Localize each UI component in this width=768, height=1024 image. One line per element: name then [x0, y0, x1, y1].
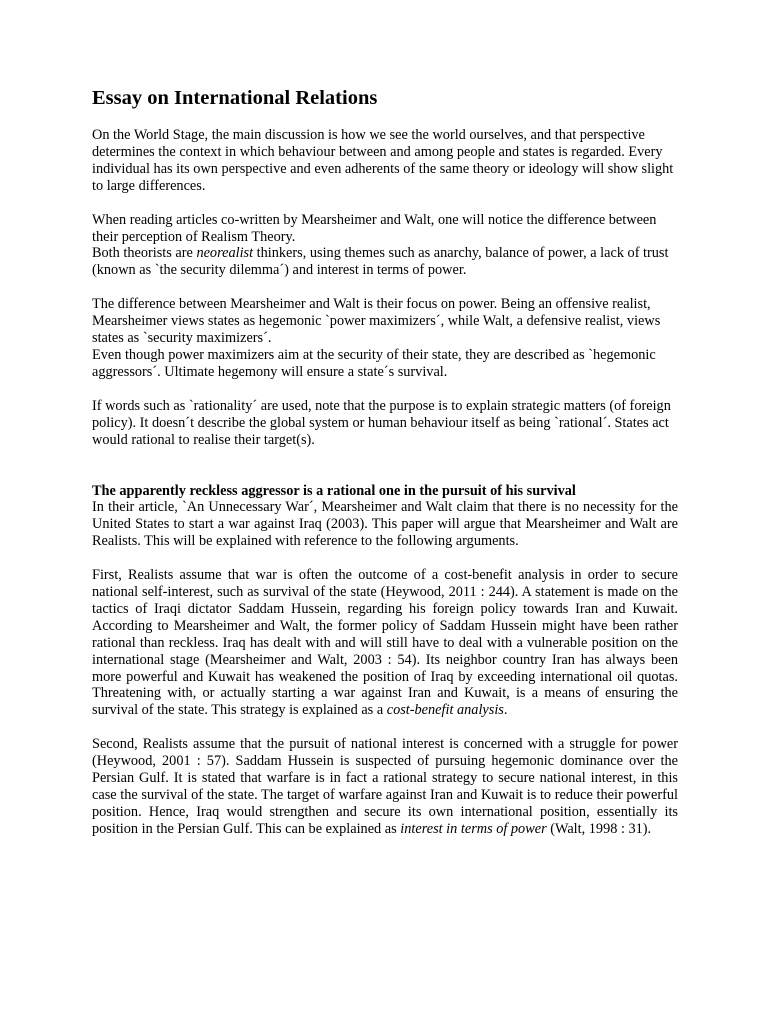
paragraph-difference [92, 296, 678, 381]
section-heading: The apparently reckless aggressor is a rational one in the pursuit of his survival [92, 482, 576, 499]
paragraph-mearsheimer-walt [92, 212, 678, 280]
emphasis-text: neorealist [196, 245, 254, 262]
paragraph-line: When reading articles co-written by Mearsheimer and Walt, one will notice the difference between their perception of Realism Theory. [92, 211, 657, 245]
second-argument-paragraph: Second, Realists assume that the pursuit of national interest is concerned with a struggle for power (Heywood, 2001 : 57). Saddam Hussein is suspected of pursuing hegemonic dominance over the Persian Gulf. It is stated that warfare is in fact a rational strategy to secure national interest, in this case the survival of the state. The target of warfare against Iran and Kuwait is to reduce their powerful position. Hence, Iraq would strengthen and secure its own international position, essentially its position in the Persian Gulf. This can be explained as interest in terms of power (Walt, 1998 : 31). [92, 736, 678, 837]
emphasis-text: cost-benefit analysis [386, 702, 504, 719]
first-argument-paragraph: First, Realists assume that war is often the outcome of a cost-benefit analysis in order to secure national self-interest, such as survival of the state (Heywood, 2011 : 244). A statement is made on the tactics of Iraqi dictator Saddam Hussein, regarding his foreign policy towards Iran and Kuwait. According to Mearsheimer and Walt, the former policy of Saddam Hussein might have been rather rational than reckless. Iraq has dealt with and will still have to deal with a vulnerable position on the international stage (Mearsheimer and Walt, 2003 : 54). Its neighbor country Iran has always been more powerful and Kuwait has weakened the position of Iraq by exceeding international oil quotas. Threatening with, or actually starting a war against Iran and Kuwait, is a means of ensuring the survival of the state. This strategy is explained as a cost-benefit analysis. [92, 567, 678, 719]
section-intro-paragraph: In their article, `An Unnecessary War´, Mearsheimer and Walt claim that there is no necessity for the United States to start a war against Iraq (2003). This paper will argue that Mearsheimer and Walt are Realists. This will be explained with reference to the following arguments. [92, 499, 678, 550]
document-title: Essay on International Relations [92, 87, 378, 109]
paragraph-line: The difference between Mearsheimer and Walt is their focus on power. Being an offensive realist, Mearsheimer views states as hegemonic `power maximizers´, while Walt, a defensive realist, views states as `security maximizers´. [92, 296, 661, 347]
intro-paragraph: On the World Stage, the main discussion is how we see the world ourselves, and that perspective determines the context in which behaviour between and among people and states is regarded. Every individual has its own perspective and even adherents of the same theory or ideology will show slight to large differences. [92, 127, 674, 194]
document-body [92, 86, 678, 855]
spacer [92, 466, 678, 483]
paragraph-line: Both theorists are neorealist thinkers, using themes such as anarchy, balance of power, a lack of trust (known as `the security dilemma´) and interest in terms of power. [92, 245, 669, 279]
emphasis-text: interest in terms of power [400, 820, 547, 837]
paragraph-line: Even though power maximizers aim at the security of their state, they are described as `hegemonic aggressors´. Ultimate hegemony will ensure a state´s survival. [92, 346, 656, 380]
paragraph-rationality: If words such as `rationality´ are used, note that the purpose is to explain strategic matters (of foreign policy). It doesn´t describe the global system or human behaviour itself as being `rational´. States act would rational to realise their target(s). [92, 397, 671, 448]
